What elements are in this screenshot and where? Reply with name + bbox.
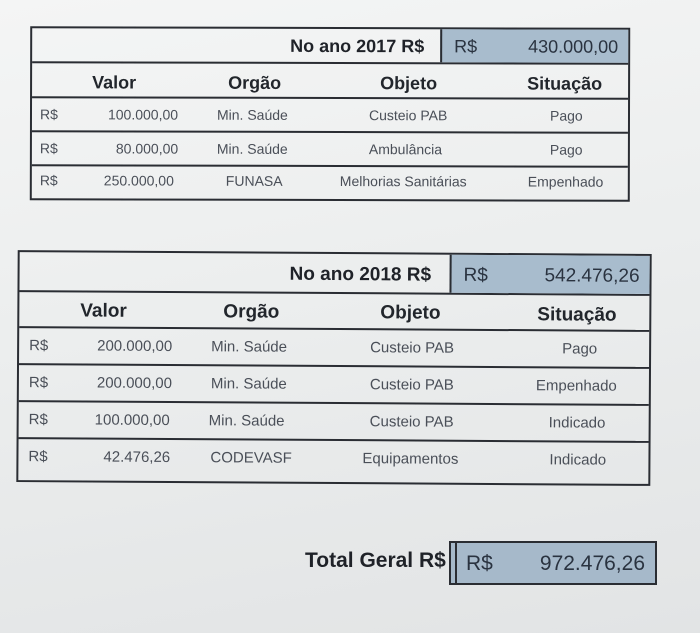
row-orgao: Min. Saúde xyxy=(216,140,288,157)
row-valor: 80.000,00 xyxy=(115,140,179,157)
col-header-situacao: Situação xyxy=(527,73,603,94)
col-header-orgao: Orgão xyxy=(228,72,282,93)
table-row xyxy=(19,326,649,367)
col-header-objeto: Objeto xyxy=(380,73,438,94)
table-2017-title: No ano 2017 R$ xyxy=(290,35,425,57)
table-2018-title-row xyxy=(19,252,649,296)
col-header-orgao: Orgão xyxy=(223,301,280,323)
table-row xyxy=(18,437,648,480)
row-situacao: Indicado xyxy=(549,451,607,469)
row-situacao: Empenhado xyxy=(527,173,604,190)
row-objeto: Melhorias Sanitárias xyxy=(339,173,467,190)
row-valor: 200.000,00 xyxy=(96,374,173,393)
table-2018-total-box xyxy=(449,255,649,294)
row-objeto: Custeio PAB xyxy=(369,413,454,431)
table-2017-title-row xyxy=(32,28,628,65)
table-2017-total-currency: R$ xyxy=(454,36,478,57)
row-orgao: Min. Saúde xyxy=(208,412,285,430)
total-box xyxy=(449,541,657,585)
row-valor: 100.000,00 xyxy=(107,106,179,123)
row-valor: 100.000,00 xyxy=(94,411,170,429)
row-objeto: Equipamentos xyxy=(362,450,459,468)
total-box-divider xyxy=(451,543,457,583)
table-row xyxy=(19,363,649,404)
col-header-situacao: Situação xyxy=(537,304,617,326)
row-orgao: Min. Saúde xyxy=(216,106,288,123)
row-orgao: Min. Saúde xyxy=(210,375,287,393)
table-2018-title: No ano 2018 R$ xyxy=(289,263,432,286)
row-situacao: Empenhado xyxy=(535,377,617,395)
table-row xyxy=(32,130,628,166)
row-situacao: Pago xyxy=(562,340,598,358)
row-objeto: Ambulância xyxy=(368,141,443,158)
table-row xyxy=(32,164,628,198)
row-orgao: Min. Saúde xyxy=(211,338,288,356)
row-currency: R$ xyxy=(39,172,58,189)
table-2018-total-currency: R$ xyxy=(463,264,488,286)
row-valor: 250.000,00 xyxy=(103,172,174,189)
table-2017-total-box xyxy=(440,29,628,62)
total-label: Total Geral R$ xyxy=(305,549,446,572)
row-situacao: Indicado xyxy=(548,414,606,432)
row-currency: R$ xyxy=(39,140,58,157)
table-2017 xyxy=(30,26,630,202)
row-currency: R$ xyxy=(28,411,48,429)
table-row xyxy=(32,96,628,132)
table-row xyxy=(19,400,649,441)
col-header-valor: Valor xyxy=(80,300,127,322)
row-objeto: Custeio PAB xyxy=(369,376,454,394)
row-objeto: Custeio PAB xyxy=(370,339,455,357)
row-currency: R$ xyxy=(39,106,58,123)
col-header-objeto: Objeto xyxy=(380,302,441,324)
row-situacao: Pago xyxy=(549,141,583,158)
row-currency: R$ xyxy=(28,448,48,466)
total-amount: 972.476,26 xyxy=(539,552,645,575)
total-currency: R$ xyxy=(466,552,493,575)
row-objeto: Custeio PAB xyxy=(368,107,448,124)
table-2017-total-amount: 430.000,00 xyxy=(528,36,619,57)
col-header-valor: Valor xyxy=(92,72,137,93)
row-currency: R$ xyxy=(29,337,49,355)
row-orgao: FUNASA xyxy=(225,172,283,189)
row-valor: 200.000,00 xyxy=(97,337,173,356)
row-situacao: Pago xyxy=(549,107,583,124)
table-2018-total-amount: 542.476,26 xyxy=(544,265,640,287)
row-valor: 42.476,26 xyxy=(103,448,171,467)
row-currency: R$ xyxy=(28,374,49,392)
table-2018 xyxy=(16,250,651,486)
row-orgao: CODEVASF xyxy=(210,449,292,467)
